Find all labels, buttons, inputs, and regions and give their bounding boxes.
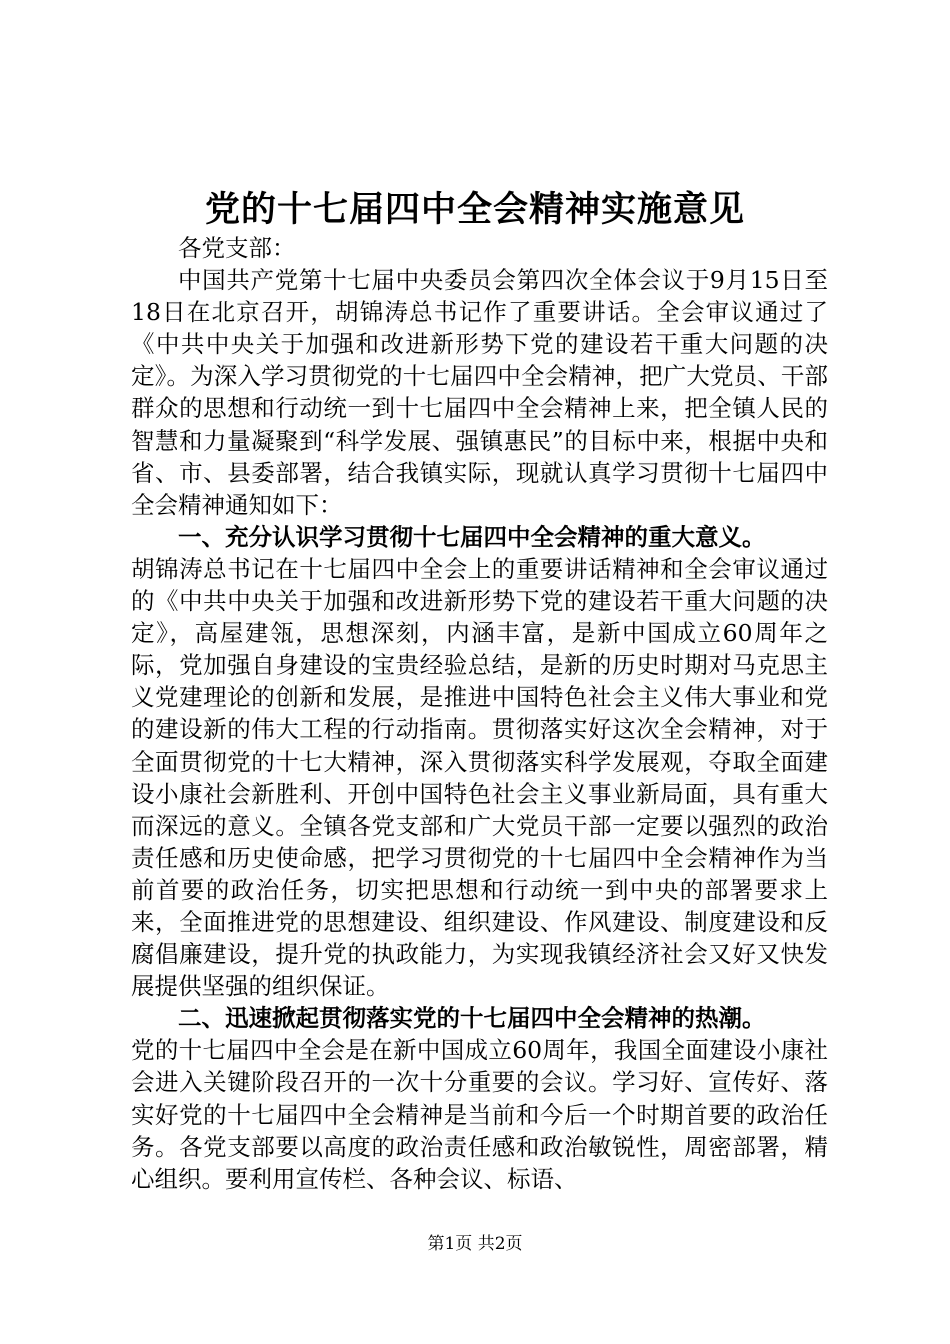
page-footer: 第1页 共2页 (427, 1234, 523, 1254)
section-body-1: 胡锦涛总书记在十七届四中全会上的重要讲话精神和全会审议通过的《中共中央关于加强和改进新形势下党的建设若干重大问题的决定》，高屋建瓴，思想深刻，内涵丰富，是新中国成立60周年之际，党加强自身建设的宝贵经验总结，是新的历史时期对马克思主义党建理论的创新和发展，是推进中国特色社会主义伟大事业和党的建设新的伟大工程的行动指南。贯彻落实好这次全会精神，对于全面贯彻党的十七大精神，深入贯彻落实科学发展观，夺取全面建设小康社会新胜利、开创中国特色社会主义事业新局面，具有重大而深远的意义。全镇各党支部和广大党员干部一定要以强烈的政治责任感和历史使命感，把学习贯彻党的十七届四中全会精神作为当前首要的政治任务，切实把思想和行动统一到中央的部署要求上来，全面推进党的思想建设、组织建设、作风建设、制度建设和反腐倡廉建设，提升党的执政能力，为实现我镇经济社会又好又快发展提供坚强的组织保证。 (131, 554, 828, 1001)
section-body-2: 党的十七届四中全会是在新中国成立60周年，我国全面建设小康社会进入关键阶段召开的一次十分重要的会议。学习好、宣传好、落实好党的十七届四中全会精神是当前和今后一个时期首要的政治任务。各党支部要以高度的政治责任感和政治敏锐性，周密部署，精心组织。要利用宣传栏、各种会议、标语、 (131, 1036, 828, 1193)
salutation: 各党支部： (178, 234, 296, 262)
section-heading-1: 一、充分认识学习贯彻十七届四中全会精神的重大意义。 (178, 522, 766, 551)
intro-paragraph: 中国共产党第十七届中央委员会第四次全体会议于9月15日至18日在北京召开，胡锦涛总书记作了重要讲话。全会审议通过了《中共中央关于加强和改进新形势下党的建设若干重大问题的决定》。为深入学习贯彻党的十七届四中全会精神，把广大党员、干部群众的思想和行动统一到十七届四中全会精神上来，把全镇人民的智慧和力量凝聚到“科学发展、强镇惠民”的目标中来，根据中央和省、市、县委部署，结合我镇实际，现就认真学习贯彻十七届四中全会精神通知如下： (131, 266, 828, 519)
section-heading-2: 二、迅速掀起贯彻落实党的十七届四中全会精神的热潮。 (178, 1004, 766, 1033)
document-body (131, 232, 828, 1195)
page-title: 党的十七届四中全会精神实施意见 (204, 189, 745, 230)
